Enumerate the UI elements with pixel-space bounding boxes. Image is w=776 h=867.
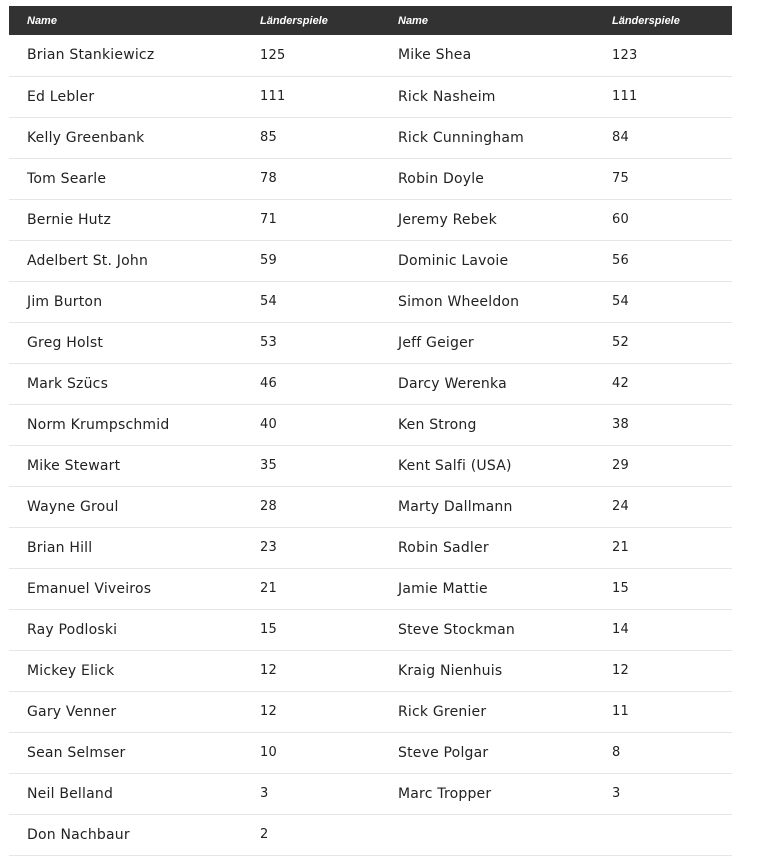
player-name-right: [380, 814, 593, 855]
player-caps-right: 8: [612, 745, 621, 760]
player-caps-left: 23: [260, 540, 277, 555]
player-caps-left: 78: [260, 171, 277, 186]
player-name-right: Kraig Nienhuis: [398, 662, 503, 679]
player-name-left: Brian Hill: [27, 539, 93, 556]
player-name-left: Neil Belland: [27, 785, 114, 802]
player-caps-right: 21: [612, 540, 629, 555]
header-row: [9, 6, 732, 35]
table-row: [9, 117, 732, 158]
player-name-left: Tom Searle: [27, 170, 107, 187]
player-caps-right: 38: [612, 417, 629, 432]
player-name-left: Mark Szücs: [27, 375, 109, 392]
table-row: [9, 650, 732, 691]
player-caps-right: 111: [612, 89, 638, 104]
table-row: [9, 732, 732, 773]
player-caps-left: 28: [260, 499, 277, 514]
player-caps-right: 54: [612, 294, 629, 309]
player-caps-left: 12: [260, 704, 277, 719]
players-table: [9, 6, 732, 856]
player-name-left: Gary Venner: [27, 703, 117, 720]
header-name-right: Name: [398, 14, 428, 27]
player-caps-left: 111: [260, 89, 286, 104]
player-caps-right: 60: [612, 212, 629, 227]
table-row: [9, 281, 732, 322]
player-caps-right: 29: [612, 458, 629, 473]
table-row: [9, 322, 732, 363]
player-name-left: Emanuel Viveiros: [27, 580, 152, 597]
player-name-right: Steve Polgar: [398, 744, 489, 761]
table-row: [9, 404, 732, 445]
player-name-right: Mike Shea: [398, 47, 472, 64]
player-name-right: Marc Tropper: [398, 785, 492, 802]
player-caps-left: 46: [260, 376, 277, 391]
player-caps-right: 42: [612, 376, 629, 391]
player-caps-right: 84: [612, 130, 629, 145]
player-caps-right: 52: [612, 335, 629, 350]
table-row: [9, 363, 732, 404]
player-caps-left: 21: [260, 581, 277, 596]
player-name-left: Brian Stankiewicz: [27, 47, 155, 64]
player-name-left: Wayne Groul: [27, 498, 119, 515]
player-caps-left: 3: [260, 786, 269, 801]
player-caps-left: 15: [260, 622, 277, 637]
player-caps-right: 15: [612, 581, 629, 596]
player-name-left: Ed Lebler: [27, 88, 95, 105]
players-table-container: [9, 6, 732, 856]
player-name-right: Darcy Werenka: [398, 375, 507, 392]
player-caps-left: 125: [260, 47, 286, 63]
player-name-left: Bernie Hutz: [27, 211, 111, 228]
player-name-left: Don Nachbaur: [27, 826, 130, 843]
table-row: [9, 486, 732, 527]
player-name-right: Jamie Mattie: [398, 580, 488, 597]
player-name-right: Robin Doyle: [398, 170, 485, 187]
table-row: [9, 568, 732, 609]
player-caps-right: 14: [612, 622, 629, 637]
player-caps-right: 56: [612, 253, 629, 268]
player-name-right: Rick Cunningham: [398, 129, 525, 146]
player-caps-left: 85: [260, 130, 277, 145]
table-row: [9, 527, 732, 568]
header-name-left: Name: [27, 14, 57, 27]
player-name-left: Ray Podloski: [27, 621, 118, 638]
table-header: [9, 6, 732, 35]
table-row: [9, 691, 732, 732]
player-name-right: Dominic Lavoie: [398, 252, 509, 269]
table-row: [9, 35, 732, 76]
header-caps-right: Länderspiele: [612, 14, 680, 27]
table-body: [9, 35, 732, 855]
player-name-right: Jeff Geiger: [398, 334, 474, 351]
player-name-right: Robin Sadler: [398, 539, 489, 556]
player-caps-right: 11: [612, 704, 629, 719]
player-caps-left: 71: [260, 212, 277, 227]
table-row: [9, 814, 732, 855]
player-caps-left: 53: [260, 335, 277, 350]
player-caps-right: 123: [612, 47, 638, 63]
player-name-left: Adelbert St. John: [27, 252, 149, 269]
player-caps-right: [593, 814, 732, 855]
player-caps-left: 40: [260, 417, 277, 432]
table-row: [9, 240, 732, 281]
table-row: [9, 158, 732, 199]
player-name-left: Mike Stewart: [27, 457, 121, 474]
player-name-left: Greg Holst: [27, 334, 104, 351]
player-caps-left: 54: [260, 294, 277, 309]
player-name-left: Mickey Elick: [27, 662, 115, 679]
player-caps-left: 59: [260, 253, 277, 268]
table-row: [9, 609, 732, 650]
player-caps-left: 2: [260, 827, 269, 842]
player-name-right: Simon Wheeldon: [398, 293, 520, 310]
player-caps-left: 12: [260, 663, 277, 678]
player-caps-right: 12: [612, 663, 629, 678]
player-name-right: Marty Dallmann: [398, 498, 513, 515]
player-caps-left: 10: [260, 745, 277, 760]
player-caps-left: 35: [260, 458, 277, 473]
player-name-right: Rick Nasheim: [398, 88, 496, 105]
player-name-right: Rick Grenier: [398, 703, 487, 720]
player-caps-right: 3: [612, 786, 621, 801]
player-name-left: Sean Selmser: [27, 744, 126, 761]
table-row: [9, 773, 732, 814]
table-row: [9, 76, 732, 117]
player-name-right: Kent Salfi (USA): [398, 457, 512, 474]
player-caps-right: 75: [612, 171, 629, 186]
player-name-left: Norm Krumpschmid: [27, 416, 170, 433]
header-caps-left: Länderspiele: [260, 14, 328, 27]
table-row: [9, 199, 732, 240]
player-name-right: Jeremy Rebek: [398, 211, 497, 228]
table-row: [9, 445, 732, 486]
player-name-left: Kelly Greenbank: [27, 129, 145, 146]
player-name-right: Ken Strong: [398, 416, 477, 433]
player-name-right: Steve Stockman: [398, 621, 515, 638]
player-name-left: Jim Burton: [27, 293, 103, 310]
player-caps-right: 24: [612, 499, 629, 514]
